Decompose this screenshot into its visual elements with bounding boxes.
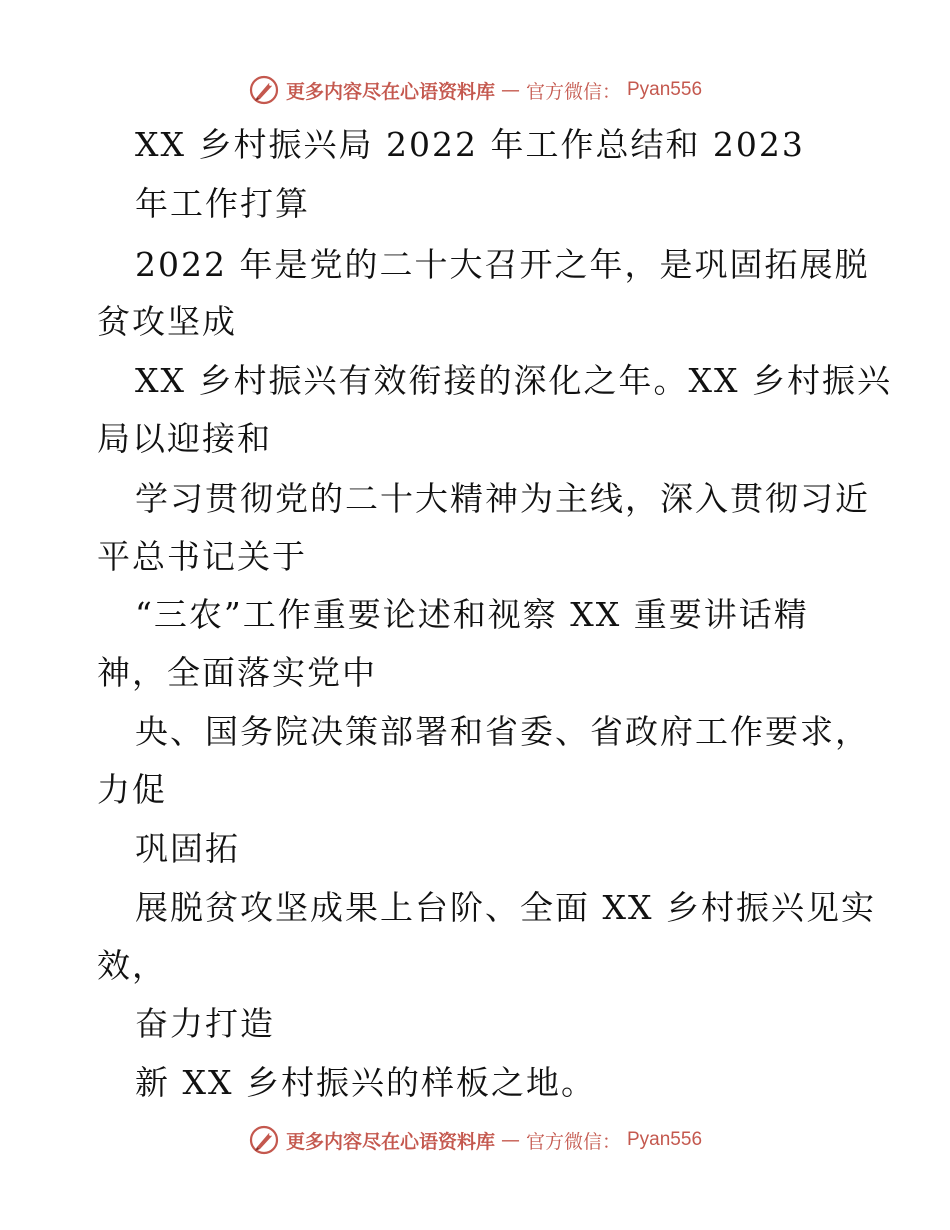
paragraph-line: 平总书记关于	[97, 537, 307, 576]
banner-main-text: 更多内容尽在心语资料库	[285, 80, 495, 103]
paragraph-line: 巩固拓	[135, 829, 240, 868]
paragraph-line: 神，全面落实党中	[97, 653, 377, 692]
banner-main-text: 更多内容尽在心语资料库	[285, 1130, 495, 1153]
quill-pen-icon	[248, 1124, 280, 1156]
paragraph-line: 学习贯彻党的二十大精神为主线，深入贯彻习近	[135, 479, 870, 518]
doc-title-line-1: XX 乡村振兴局 2022 年工作总结和 2023	[135, 125, 805, 164]
footer-banner-content	[248, 1124, 702, 1156]
paragraph-line: 贫攻坚成	[97, 302, 237, 341]
paragraph-line: 展脱贫攻坚成果上台阶、全面 XX 乡村振兴见实	[135, 888, 876, 927]
paragraph-line: 奋力打造	[135, 1004, 275, 1043]
banner-wechat-label: 官方微信：	[525, 1130, 621, 1153]
paragraph-line: “三农”工作重要论述和视察 XX 重要讲话精	[135, 595, 809, 634]
paragraph-line: 效，	[97, 946, 167, 985]
paragraph-line: 央、国务院决策部署和省委、省政府工作要求，	[135, 712, 870, 751]
paragraph-line: 力促	[97, 770, 167, 809]
banner-wechat-id: Pyan556	[627, 1129, 703, 1150]
banner-wechat-id: Pyan556	[627, 79, 703, 100]
banner-separator: —	[500, 79, 520, 101]
paragraph-line: 2022 年是党的二十大召开之年，是巩固拓展脱	[135, 245, 870, 284]
quill-pen-icon	[248, 74, 280, 106]
doc-title-line-2: 年工作打算	[135, 184, 310, 223]
paragraph-line: 局以迎接和	[97, 419, 272, 458]
banner-wechat-label: 官方微信：	[525, 80, 621, 103]
banner-separator: —	[500, 1129, 520, 1151]
header-banner	[0, 72, 950, 108]
header-banner-content	[248, 74, 702, 106]
footer-banner	[0, 1122, 950, 1158]
paragraph-line: XX 乡村振兴有效衔接的深化之年。XX 乡村振兴	[135, 361, 892, 400]
paragraph-line: 新 XX 乡村振兴的样板之地。	[135, 1063, 596, 1102]
